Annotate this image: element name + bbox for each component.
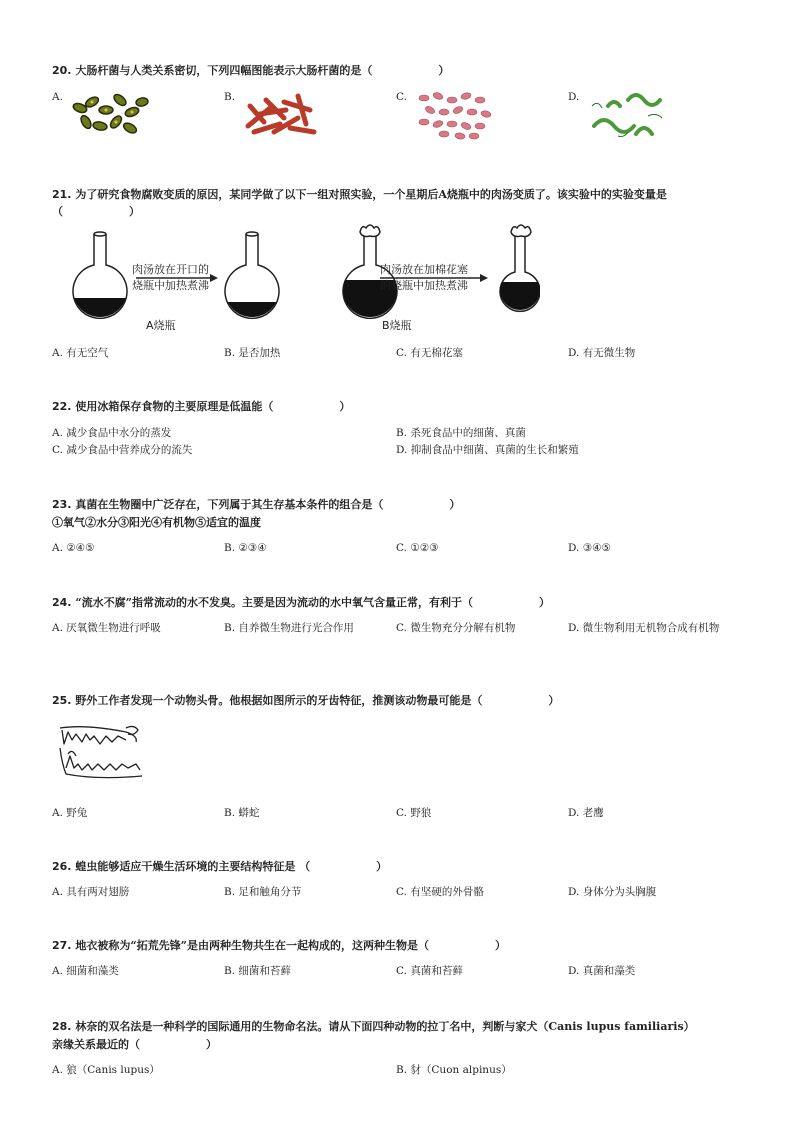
option-b[interactable]: B. <box>224 91 236 103</box>
option-b[interactable]: B. 是否加热 <box>224 347 281 359</box>
option-a[interactable]: A. 具有两对翅膀 <box>52 886 130 898</box>
option-c[interactable]: C. 微生物充分分解有机物 <box>396 622 516 634</box>
option-c[interactable]: C. 减少食品中营养成分的流失 <box>52 444 193 456</box>
question-25 <box>52 692 559 709</box>
option-c[interactable]: C. 有坚硬的外骨骼 <box>396 886 484 898</box>
option-c[interactable]: C. <box>396 91 407 103</box>
question-22 <box>52 398 350 415</box>
option-b[interactable]: B. 足和触角分节 <box>224 886 302 898</box>
option-d[interactable]: D. 抑制食品中细菌、真菌的生长和繁殖 <box>396 444 579 456</box>
option-b[interactable]: B. ②③④ <box>224 542 267 554</box>
question-number: 28. <box>52 1020 72 1033</box>
question-number: 24. <box>52 596 72 609</box>
question-text: 地衣被称为“拓荒先锋”是由两种生物共生在一起构成的，这两种生物是（ ） <box>75 939 506 952</box>
question-text: 为了研究食物腐败变质的原因，某同学做了以下一组对照实验，一个星期后A烧瓶中的肉汤变质了。该实验中的实验变量是 <box>75 188 667 201</box>
question-text: 真菌在生物圈中广泛存在，下列属于其生存基本条件的组合是（ ） <box>75 498 461 511</box>
question-text: 使用冰箱保存食物的主要原理是低温能（ ） <box>75 400 351 413</box>
question-20 <box>52 62 449 79</box>
question-number: 27. <box>52 939 72 952</box>
question-text: 大肠杆菌与人类关系密切，下列四幅图能表示大肠杆菌的是（ ） <box>75 64 450 77</box>
arrow-a-caption: 肉汤放在开口的 烧瓶中加热煮沸 <box>132 263 209 292</box>
flask-a-label: A烧瓶 <box>146 319 176 332</box>
question-number: 23. <box>52 498 72 511</box>
option-b[interactable]: B. 蟒蛇 <box>224 807 260 819</box>
option-a[interactable]: A. 有无空气 <box>52 347 109 359</box>
teeth-image <box>56 718 146 782</box>
option-d[interactable]: D. 有无微生物 <box>568 347 636 359</box>
option-a[interactable]: A. 减少食品中水分的蒸发 <box>52 427 172 439</box>
question-number: 20. <box>52 64 72 77</box>
question-number: 22. <box>52 400 72 413</box>
option-a[interactable]: A. 野兔 <box>52 807 88 819</box>
bacteria-image-d[interactable] <box>588 86 668 142</box>
option-c[interactable]: C. 有无棉花塞 <box>396 347 463 359</box>
question-26 <box>52 858 387 875</box>
option-c[interactable]: C. 真菌和苔藓 <box>396 965 463 977</box>
option-a[interactable]: A. 厌氧微生物进行呼吸 <box>52 622 161 634</box>
question-28 <box>52 1018 695 1035</box>
question-24 <box>52 594 550 611</box>
question-21 <box>52 186 667 203</box>
bacteria-image-a[interactable] <box>70 90 150 138</box>
option-c[interactable]: C. ①②③ <box>396 542 439 554</box>
question-number: 26. <box>52 860 72 873</box>
option-c[interactable]: C. 野狼 <box>396 807 432 819</box>
question-23 <box>52 496 460 513</box>
bacteria-image-b[interactable] <box>240 88 320 138</box>
option-d[interactable]: D. 真菌和藻类 <box>568 965 636 977</box>
option-a[interactable]: A. <box>52 91 63 103</box>
question-21-blank: （ ） <box>52 205 140 218</box>
option-d[interactable]: D. <box>568 91 580 103</box>
option-b[interactable]: B. 杀死食品中的细菌、真菌 <box>396 427 526 439</box>
option-d[interactable]: D. 老鹰 <box>568 807 604 819</box>
bacteria-image-c[interactable] <box>414 88 498 140</box>
question-28-blank: 亲缘关系最近的（ ） <box>52 1038 217 1051</box>
option-d[interactable]: D. 微生物利用无机物合成有机物 <box>568 622 720 634</box>
question-text: “流水不腐”指常流动的水不发臭。主要是因为流动的水中氧气含量正常，有利于（ ） <box>75 596 550 609</box>
question-text: 野外工作者发现一个动物头骨。他根据如图所示的牙齿特征，推测该动物最可能是（ ） <box>75 694 560 707</box>
option-b[interactable]: B. 自养微生物进行光合作用 <box>224 622 354 634</box>
flask-b-label: B烧瓶 <box>382 319 412 332</box>
option-a[interactable]: A. ②④⑤ <box>52 542 95 554</box>
question-text: 林奈的双名法是一种科学的国际通用的生物命名法。请从下面四种动物的拉丁名中，判断与家犬（Canis lupus familiaris） <box>75 1020 695 1033</box>
question-number: 25. <box>52 694 72 707</box>
option-b[interactable]: B. 细菌和苔藓 <box>224 965 291 977</box>
option-d[interactable]: D. 身体分为头胸腹 <box>568 886 657 898</box>
question-27 <box>52 937 506 954</box>
arrow-b-caption: 肉汤放在加棉花塞 的烧瓶中加热煮沸 <box>380 263 468 292</box>
option-a[interactable]: A. 狼（Canis lupus） <box>52 1064 160 1076</box>
question-23-conditions: ①氧气②水分③阳光④有机物⑤适宜的温度 <box>52 516 261 529</box>
option-d[interactable]: D. ③④⑤ <box>568 542 611 554</box>
question-number: 21. <box>52 188 72 201</box>
option-a[interactable]: A. 细菌和藻类 <box>52 965 119 977</box>
option-b[interactable]: B. 豺（Cuon alpinus） <box>396 1064 512 1076</box>
question-text: 蝗虫能够适应干燥生活环境的主要结构特征是 （ ） <box>75 860 388 873</box>
